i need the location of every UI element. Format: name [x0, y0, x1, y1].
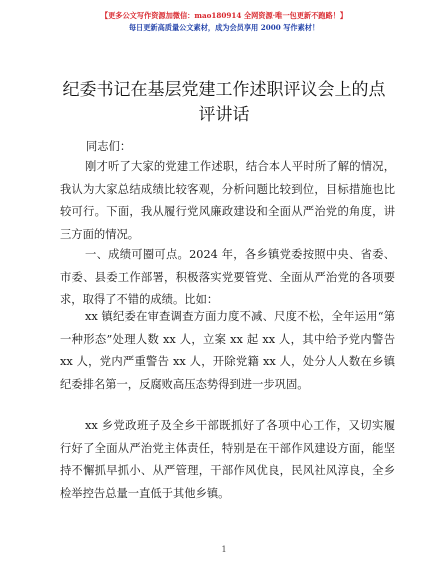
paragraph-example-town: xx 镇纪委在审查调查方面力度不减、尺度不松，全年运用“第一种形态”处理人数 xx 人，立案 xx 起 xx 人，其中给予党内警告 xx 人，党内严重警告 xx 人，开除党籍 xx 人，处分人人数在乡镇纪委排名第一，反腐败高压态势得到进一步巩固。: [60, 310, 395, 391]
page-number: 1: [221, 545, 227, 554]
promo-banner-line-2: 每日更新高质量公文素材，成为会员享用 2000 写作素材！: [128, 23, 320, 32]
greeting: 同志们：: [86, 140, 132, 153]
paragraph-intro: 刚才听了大家的党建工作述职，结合本人平时所了解的情况，我认为大家总结成绩比较客观，分析问题比较到位，目标措施也比较可行。下面，我从履行党风廉政建设和全面从严治党的角度，讲三方面的情况。: [60, 160, 395, 241]
promo-banner: [0, 10, 448, 34]
paragraph-section-one: 一、成绩可圈可点。2024 年，各乡镇党委按照中央、省委、市委、县委工作部署，积极落实党要管党、全面从严治党的各项要求，取得了不错的成绩。比如：: [60, 248, 395, 306]
paragraph-example-township: xx 乡党政班子及全乡干部既抓好了各项中心工作，又切实履行好了全面从严治党主体责任，特别是在干部作风建设方面，能坚持不懈抓早抓小、从严管理，干部作风优良，民风社风淳良，全乡检举控告总量一直低于其他乡镇。: [60, 419, 395, 500]
promo-banner-line-1: 【更多公文写作资源加微信：mao180914 全网资源·唯一包更新不跑路！】: [100, 11, 348, 20]
document-title: 纪委书记在基层党建工作述职评议会上的点评讲话: [62, 80, 386, 125]
